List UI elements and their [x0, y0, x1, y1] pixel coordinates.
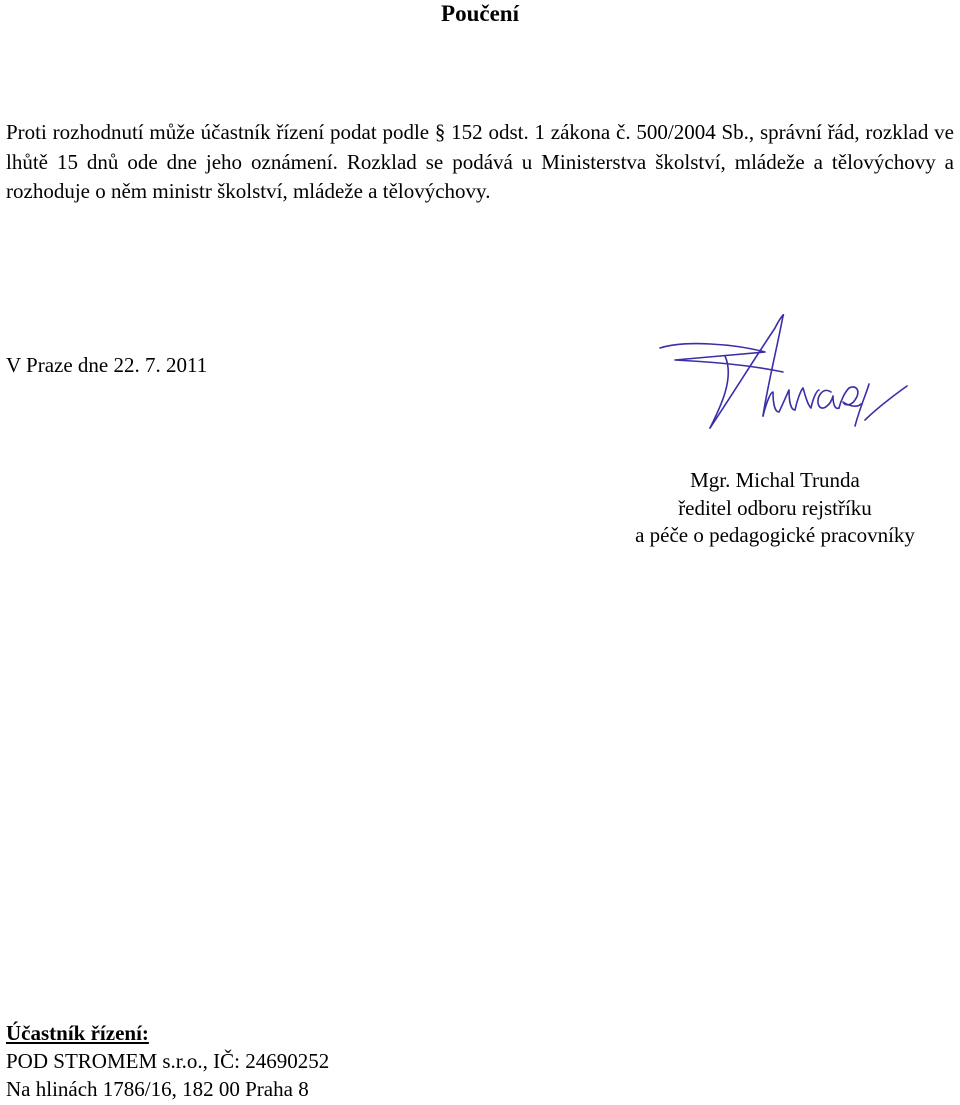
- signatory-role-line-2: a péče o pedagogické pracovníky: [635, 523, 915, 547]
- participant-block: [6, 1019, 329, 1103]
- signatory-name: Mgr. Michal Trunda: [690, 468, 860, 492]
- instruction-paragraph: Proti rozhodnutí může účastník řízení podat podle § 152 odst. 1 zákona č. 500/2004 Sb., správní řád, rozklad ve lhůtě 15 dnů ode dne jeho oznámení. Rozklad se podává u Ministerstva školství, mládeže a tělovýchovy a rozhoduje o něm ministr školství, mládeže a tělovýchovy.: [6, 120, 954, 203]
- document-title: Poučení: [441, 1, 519, 26]
- handwritten-signature: [655, 308, 915, 436]
- participant-heading: Účastník řízení:: [6, 1021, 149, 1045]
- signatory-role-line-1: ředitel odboru rejstříku: [678, 495, 872, 520]
- participant-address: Na hlinách 1786/16, 182 00 Praha 8: [6, 1077, 309, 1101]
- participant-company: POD STROMEM s.r.o., IČ: 24690252: [6, 1049, 330, 1073]
- signature-strokes: [660, 315, 907, 428]
- signatory-block: [600, 467, 950, 550]
- date-line: V Praze dne 22. 7. 2011: [6, 353, 208, 377]
